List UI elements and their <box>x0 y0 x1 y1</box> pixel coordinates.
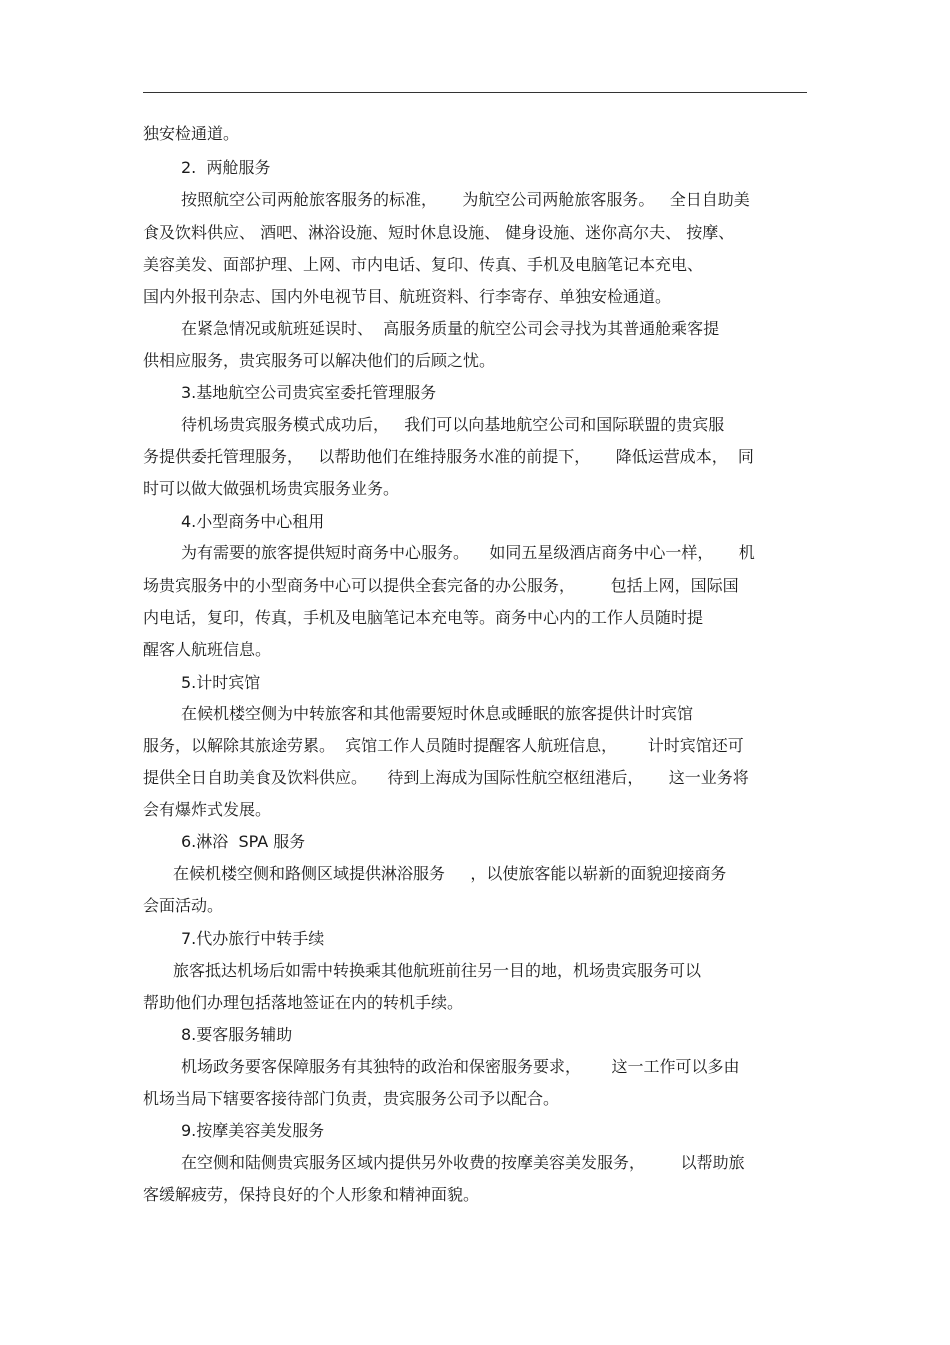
text-line: 国内外报刊杂志、国内外电视节目、航班资料、行李寄存、单独安检通道。 <box>143 287 672 306</box>
text-line: 独安检通道。 <box>143 124 240 143</box>
text-line: 食及饮料供应、 酒吧、淋浴设施、短时休息设施、 健身设施、迷你高尔夫、 按摩、 <box>143 223 735 242</box>
text-line: 时可以做大做强机场贵宾服务业务。 <box>143 479 400 498</box>
text-line: 按照航空公司两舱旅客服务的标准， 为航空公司两舱旅客服务。 全日自助美 <box>181 190 750 209</box>
text-line: 帮助他们办理包括落地签证在内的转机手续。 <box>143 993 464 1012</box>
text-line: 美容美发、面部护理、上网、市内电话、复印、传真、手机及电脑笔记本充电、 <box>143 255 704 274</box>
header-rule <box>143 92 807 93</box>
text-line: 在候机楼空侧和路侧区域提供淋浴服务 ，以使旅客能以崭新的面貌迎接商务 <box>173 864 727 883</box>
text-line: 9.按摩美容美发服务 <box>181 1121 325 1140</box>
text-line: 4.小型商务中心租用 <box>181 512 325 531</box>
text-line: 供相应服务，贵宾服务可以解决他们的后顾之忧。 <box>143 351 496 370</box>
text-line: 内电话，复印，传真，手机及电脑笔记本充电等。商务中心内的工作人员随时提 <box>143 608 704 627</box>
text-line: 6.淋浴 SPA 服务 <box>181 832 306 851</box>
text-line: 5.计时宾馆 <box>181 673 261 692</box>
text-line: 醒客人航班信息。 <box>143 640 272 659</box>
text-line: 提供全日自助美食及饮料供应。 待到上海成为国际性航空枢纽港后， 这一业务将 <box>143 768 749 787</box>
text-line: 为有需要的旅客提供短时商务中心服务。 如同五星级酒店商务中心一样， 机 <box>181 543 755 562</box>
text-line: 会面活动。 <box>143 896 224 915</box>
text-line: 旅客抵达机场后如需中转换乘其他航班前往另一目的地，机场贵宾服务可以 <box>173 961 702 980</box>
text-line: 在紧急情况或航班延误时、 高服务质量的航空公司会寻找为其普通舱乘客提 <box>181 319 720 338</box>
text-line: 待机场贵宾服务模式成功后， 我们可以向基地航空公司和国际联盟的贵宾服 <box>181 415 725 434</box>
text-line: 机场当局下辖要客接待部门负责，贵宾服务公司予以配合。 <box>143 1089 560 1108</box>
text-line: 7.代办旅行中转手续 <box>181 929 325 948</box>
text-line: 2. 两舱服务 <box>181 158 271 177</box>
text-line: 务提供委托管理服务， 以帮助他们在维持服务水准的前提下， 降低运营成本， 同 <box>143 447 754 466</box>
text-line: 会有爆炸式发展。 <box>143 800 272 819</box>
text-line: 在候机楼空侧为中转旅客和其他需要短时休息或睡眠的旅客提供计时宾馆 <box>181 704 694 723</box>
text-line: 机场政务要客保障服务有其独特的政治和保密服务要求， 这一工作可以多由 <box>181 1057 740 1076</box>
text-line: 3.基地航空公司贵宾室委托管理服务 <box>181 383 437 402</box>
text-line: 客缓解疲劳，保持良好的个人形象和精神面貌。 <box>143 1185 480 1204</box>
text-line: 场贵宾服务中的小型商务中心可以提供全套完备的办公服务， 包括上网，国际国 <box>143 576 739 595</box>
text-line: 8.要客服务辅助 <box>181 1025 293 1044</box>
text-line: 在空侧和陆侧贵宾服务区域内提供另外收费的按摩美容美发服务， 以帮助旅 <box>181 1153 745 1172</box>
text-line: 服务，以解除其旅途劳累。 宾馆工作人员随时提醒客人航班信息， 计时宾馆还可 <box>143 736 744 755</box>
